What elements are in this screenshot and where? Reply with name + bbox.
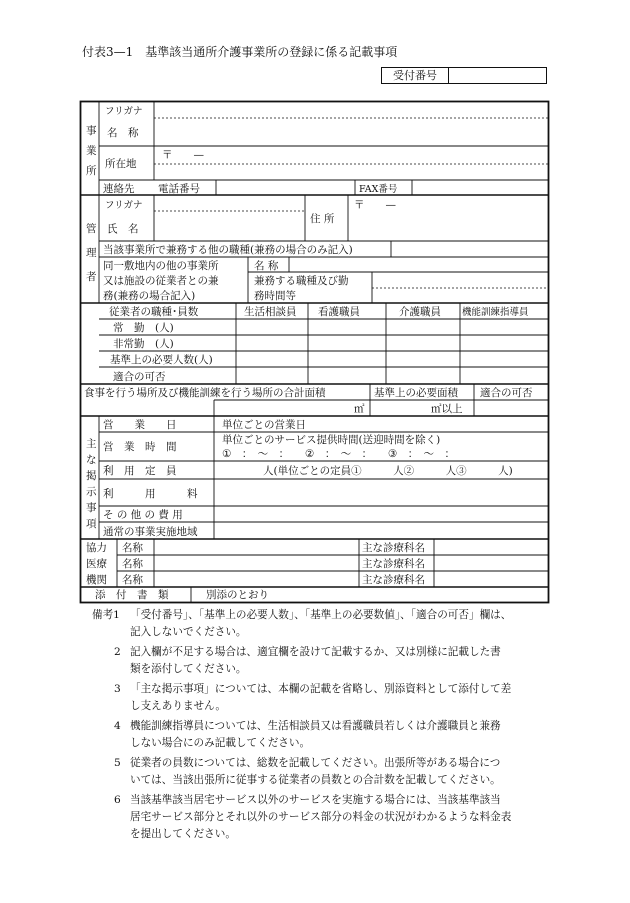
note-line: を提出してください。 (130, 828, 236, 840)
jigyosho-name-label: 名 称 (107, 127, 139, 139)
kyoryoku-subject-label-2: 主な診療科名 (362, 558, 425, 570)
keiji-note-3: 人(単位ごとの定員① 人② 人③ 人) (263, 465, 513, 477)
note-line: 記入しないでください。 (130, 626, 247, 638)
staff-col-header-2: 看護職員 (318, 306, 360, 318)
same-site-label-1: 同一敷地内の他の事業所 (103, 260, 219, 272)
duty-label-1: 兼務する職種及び勤 (254, 275, 349, 287)
note-number: 備考1 (92, 609, 120, 621)
jigyosho-address-label: 所在地 (105, 158, 137, 170)
notes-section (92, 607, 552, 843)
staff-col-header-4: 機能訓練指導員 (462, 307, 529, 318)
kyoryoku-name-label-3: 名称 (122, 574, 143, 586)
fax-label: FAX番号 (359, 184, 398, 195)
jigyosho-char-2: 業 (86, 145, 97, 157)
note-number: 3 (114, 683, 121, 695)
note-3 (92, 681, 552, 715)
same-site-label-3: 務(兼務の場合記入) (103, 290, 196, 302)
area-unit-1: ㎡ (354, 403, 365, 415)
jigyosho-furigana-label: フリガナ (105, 106, 143, 117)
kyoryoku-subject-label-3: 主な診療科名 (362, 574, 425, 586)
keiji-char-1: 主 (86, 438, 97, 450)
note-number: 2 (114, 646, 121, 658)
attach-label: 添 付 書 類 (95, 589, 169, 601)
kanrisha-name-label: 氏 名 (107, 223, 139, 235)
note-number: 5 (114, 757, 121, 769)
note-6 (92, 792, 552, 843)
note-line: し支えありません。 (130, 700, 226, 712)
staff-col-header-3: 介護職員 (399, 306, 441, 318)
phone-label: 電話番号 (158, 183, 200, 195)
note-line: 居宅サービス部分とそれ以外のサービス部分の料金の状況がわかるような料金表 (130, 811, 512, 823)
note-5 (92, 755, 552, 789)
keiji-label-1: 営 業 日 (103, 419, 177, 431)
note-2 (92, 644, 552, 678)
area-required-label: 基準上の必要面積 (374, 387, 458, 399)
attach-value: 別添のとおり (206, 589, 269, 601)
keiji-label-3: 利 用 定 員 (103, 465, 177, 477)
note-line: 従業者の員数については、総数を記載してください。出張所等がある場合につ (130, 757, 501, 769)
keiji-note-1: 単位ごとの営業日 (222, 419, 306, 431)
kanrisha-char-1: 管 (86, 223, 97, 235)
keiji-char-6: 項 (86, 518, 97, 530)
staff-header: 従業者の職種･員数 (109, 306, 199, 318)
note-4 (92, 718, 552, 752)
kyoryoku-char-1: 協力 (86, 542, 107, 554)
note-line: 当該基準該当居宅サービス以外のサービスを実施する場合には、当該基準該当 (130, 794, 501, 806)
jigyosho-postal: 〒 — (162, 149, 204, 161)
note-1 (92, 607, 552, 641)
kyoryoku-char-3: 機関 (86, 574, 107, 586)
kanrisha-address-label: 住 所 (310, 213, 335, 225)
staff-row-label-3: 基準上の必要人数(人) (110, 354, 213, 366)
document-title: 付表3—1 基準該当通所介護事業所の登録に係る記載事項 (82, 45, 398, 59)
keiji-label-4: 利 用 料 (103, 488, 198, 500)
staff-col-header-1: 生活相談員 (244, 306, 297, 318)
keiji-label-6: 通常の事業実施地域 (103, 526, 198, 538)
jigyosho-char-3: 所 (86, 165, 97, 177)
jigyosho-char-1: 事 (86, 125, 97, 137)
keiji-label-5: そ の 他 の 費 用 (103, 509, 183, 521)
keiji-sub-2: ① ： ～ ： ② ： ～ ： ③ ： ～ ： (222, 448, 455, 460)
kyoryoku-name-label-1: 名称 (122, 542, 143, 554)
note-line: しない場合にのみ記載してください。 (130, 737, 311, 749)
kanrisha-char-3: 者 (86, 271, 97, 283)
same-site-label-2: 又は施設の従業者との兼 (103, 275, 219, 287)
duty-label-2: 務時間等 (254, 290, 296, 302)
note-line: 「受付番号」、「基準上の必要人数」、「基準上の必要数値」、「適合の可否」欄は、 (130, 609, 512, 621)
note-line: いては、当該出張所に従事する従業者の員数との合計数を記載してください。 (130, 774, 501, 786)
area-unit-2: ㎡以上 (431, 403, 463, 415)
kyoryoku-subject-label-1: 主な診療科名 (362, 542, 425, 554)
area-label: 食事を行う場所及び機能訓練を行う場所の合計面積 (84, 387, 326, 399)
kyoryoku-char-2: 医療 (86, 558, 107, 570)
receipt-number-label: 受付番号 (382, 68, 449, 83)
note-line: 「主な掲示事項」については、本欄の記載を省略し、別添資料として添付して差 (130, 683, 512, 695)
note-number: 6 (114, 794, 121, 806)
kanrisha-postal: 〒 — (354, 199, 396, 211)
note-line: 記入欄が不足する場合は、適宜欄を設けて記載するか、又は別様に記載した書 (130, 646, 501, 658)
keiji-char-2: な (86, 454, 97, 466)
keiji-label-2: 営 業 時 間 (103, 441, 177, 453)
kanrisha-char-2: 理 (86, 247, 97, 259)
area-conform-label: 適合の可否 (480, 387, 533, 399)
kyoryoku-name-label-2: 名称 (122, 558, 143, 570)
keiji-char-5: 事 (86, 502, 97, 514)
keiji-char-4: 示 (86, 486, 97, 498)
staff-row-label-1: 常 勤 (人) (113, 322, 174, 334)
note-line: 類を添付してください。 (130, 663, 247, 675)
staff-row-label-2: 非常勤 (人) (113, 338, 174, 350)
contact-label: 連絡先 (103, 183, 135, 195)
keiji-note-2: 単位ごとのサービス提供時間(送迎時間を除く) (222, 434, 441, 446)
other-duty-label: 当該事業所で兼務する他の職種(兼務の場合のみ記入) (103, 244, 353, 256)
note-line: 機能訓練指導員については、生活相談員又は看護職員若しくは介護職員と兼務 (130, 720, 501, 732)
staff-row-label-4: 適合の可否 (113, 371, 166, 383)
kanrisha-furigana-label: フリガナ (105, 200, 143, 211)
site-name-label: 名 称 (254, 260, 279, 272)
keiji-char-3: 掲 (86, 470, 97, 482)
note-number: 4 (114, 720, 121, 732)
